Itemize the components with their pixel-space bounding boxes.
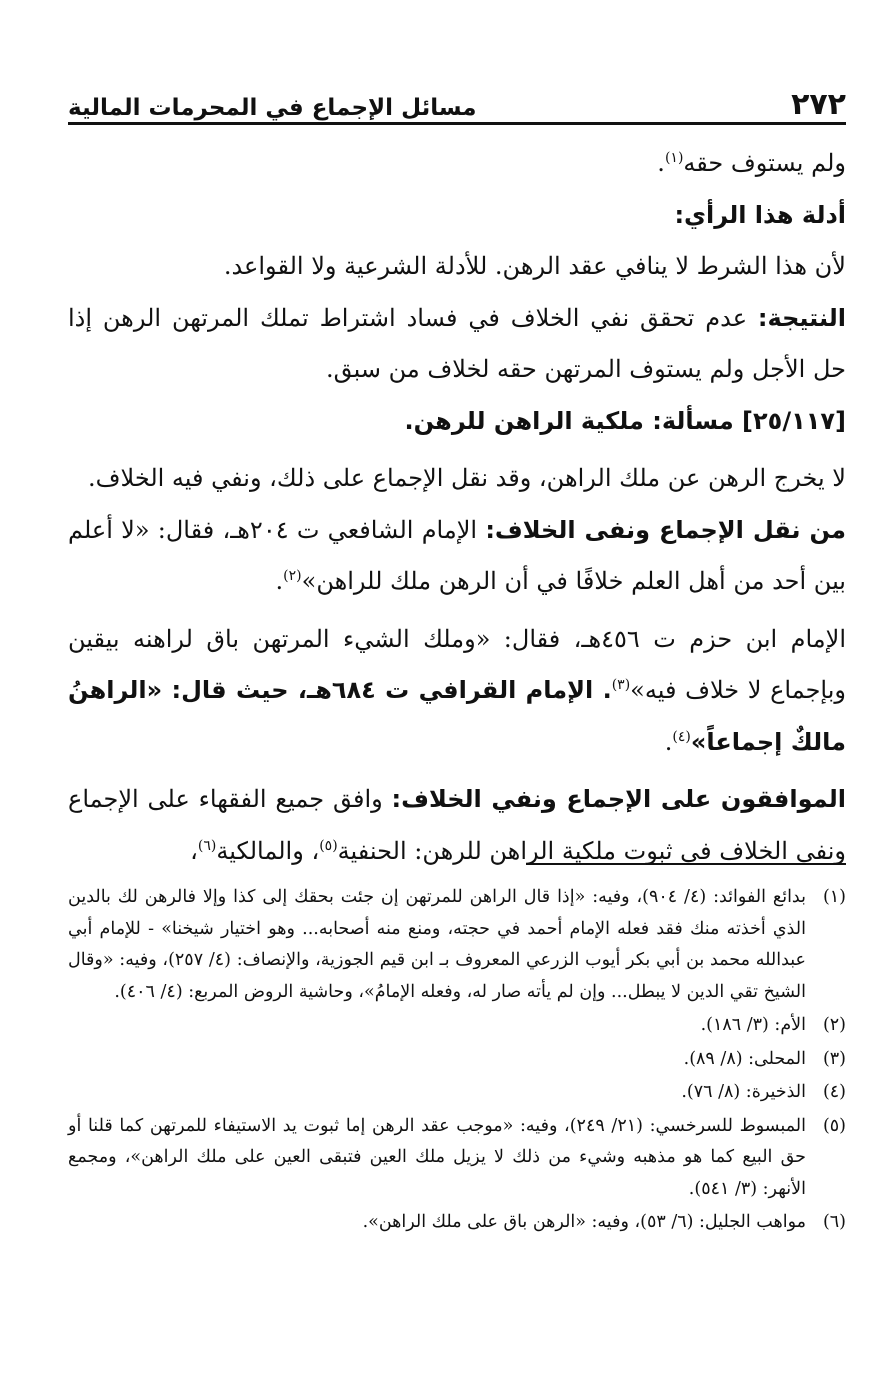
heading-evidence: أدلة هذا الرأي:: [674, 200, 846, 229]
footnote-ref-5: (٥): [319, 837, 338, 854]
footnote-text: الأم: (٣/ ١٨٦).: [700, 1015, 806, 1035]
footnote-item: [68, 882, 846, 1008]
paragraph-6: [68, 614, 846, 769]
footnote-text: المبسوط للسرخسي: (٢١/ ٢٤٩)، وفيه: «موجب عقد الرهن إما ثبوت يد الاستيفاء للمرتهن كما قلنا أو حق البيع كما هو مذهبه وشيء من ذلك لا يزيل ملك العين فتبقى العين على ملك الراهن»، ومجمع الأنهر: (٣/ ٥٤١).: [68, 1115, 807, 1199]
paragraph-3-text: عدم تحقق نفي الخلاف في فساد اشتراط تملك المرتهن الرهن إذا حل الأجل ولم يستوف المرتهن حقه لخلاف من سبق.: [68, 303, 846, 383]
consensus-reporters-label: من نقل الإجماع ونفى الخلاف:: [485, 515, 847, 544]
footnote-item: [68, 1077, 846, 1109]
footnote-ref-6: (٦): [197, 837, 217, 854]
page-number: ٢٧٢: [791, 87, 846, 122]
paragraph-1-text: ولم يستوف حقه: [683, 149, 846, 177]
paragraph-1: [68, 138, 846, 190]
footnote-number: (١): [822, 887, 846, 907]
paragraph-2: لأن هذا الشرط لا ينافي عقد الرهن. للأدلة الشرعية ولا القواعد.: [223, 252, 846, 280]
footnote-text: الذخيرة: (٨/ ٧٦).: [681, 1082, 806, 1102]
footnote-text: مواهب الجليل: (٦/ ٥٣)، وفيه: «الرهن باق على ملك الراهن».: [362, 1212, 806, 1232]
footnote-ref-1: (١): [664, 150, 684, 166]
paragraph-6-end: .: [664, 727, 673, 756]
footnote-number: (٥): [822, 1115, 846, 1136]
running-title: مسائل الإجماع في المحرمات المالية: [68, 95, 477, 121]
footnote-separator: [526, 863, 846, 865]
result-label: النتيجة:: [757, 303, 846, 332]
footnote-ref-3: (٣): [611, 677, 631, 693]
footnote-ref-4: (٤): [672, 728, 691, 745]
footnote-item: [68, 1111, 846, 1206]
paragraph-5-end: .: [275, 567, 284, 595]
footnote-text: المحلى: (٨/ ٨٩).: [683, 1048, 806, 1069]
footnote-number: (٣): [822, 1048, 846, 1069]
paragraph-1-end: .: [657, 149, 665, 177]
footnote-number: (٢): [822, 1015, 846, 1035]
footnote-text: بدائع الفوائد: (٤/ ٩٠٤)، وفيه: «إذا قال الراهن للمرتهن إن جئت بحقك إلى كذا وإلا فالرهن لك بالدين الذي أخذته منك فقد فعله الإمام أحمد في حجته، ومنع منه أصحابه... وهو اختيار شيخنا» - للإمام أبي عبدالله محمد بن أبي بكر أيوب الزرعي المعروف بـ ابن قيم الجوزية، والإنصاف: (٤/ ٢٥٧)، وفيه: «وقال الشيخ تقي الدين لا يبطل... وإن لم يأته صار له، وفعله الإمامُ»، وحاشية الروض المربع: (٤/ ٤٠٦).: [68, 887, 806, 1002]
paragraph-5: [68, 505, 846, 608]
footnote-number: (٦): [822, 1212, 846, 1232]
footnote-item: [68, 1010, 846, 1042]
footnote-item: [68, 1044, 846, 1076]
paragraph-4: لا يخرج الرهن عن ملك الراهن، وقد نقل الإجماع على ذلك، ونفي فيه الخلاف.: [88, 464, 846, 492]
main-text: [68, 138, 846, 877]
page-header: [68, 62, 846, 125]
footnote-ref-2: (٢): [283, 568, 302, 584]
agreeing-label: الموافقون على الإجماع ونفي الخلاف:: [391, 785, 846, 813]
issue-heading: [٢٥/١١٧] مسألة: ملكية الراهن للرهن.: [404, 406, 846, 435]
paragraph-5-text: الإمام الشافعي ت ٢٠٤هـ، فقال: «لا أعلم بين أحد من أهل العلم خلافًا في أن الرهن ملك للراهن»: [68, 515, 846, 595]
paragraph-6-text: الإمام ابن حزم ت ٤٥٦هـ، فقال: «وملك الشيء المرتهن باق لراهنه بيقين وبإجماع لا خلاف فيه»: [68, 624, 846, 704]
footnotes: [68, 882, 846, 1241]
paragraph-6-mid: . الإمام القرافي ت ٦٨٤هـ، حيث قال: «الراهنُ مالكٌ إجماعاً»: [68, 676, 846, 756]
paragraph-7: [68, 774, 846, 877]
paragraph-3: [68, 293, 846, 396]
footnote-number: (٤): [822, 1082, 846, 1102]
paragraph-7-text: وافق جميع الفقهاء على الإجماع ونفي الخلاف في ثبوت ملكية الراهن للرهن: الحنفية: [68, 785, 846, 865]
paragraph-7-end: ،: [190, 836, 198, 865]
paragraph-7-mid: ، والمالكية: [216, 836, 320, 865]
footnote-item: [68, 1207, 846, 1239]
